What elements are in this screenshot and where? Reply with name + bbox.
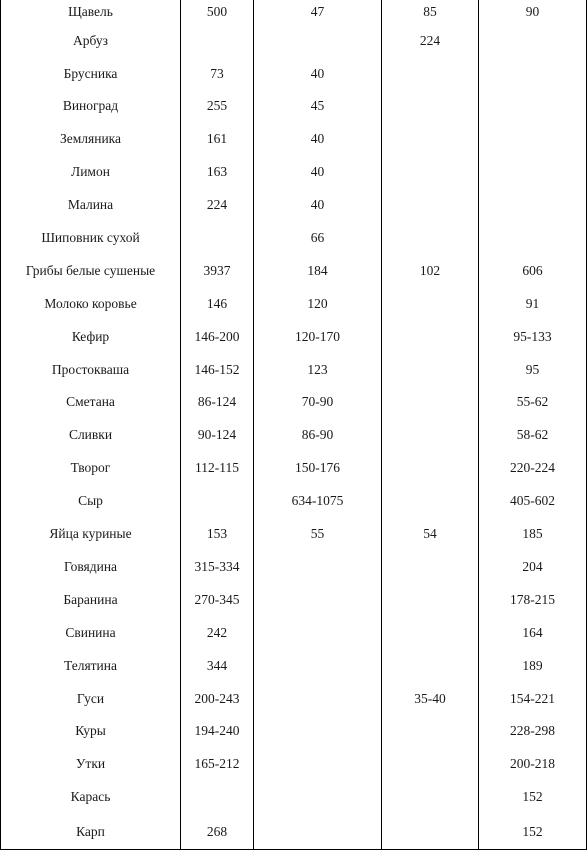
value-cell-col2: 634-1075 [254, 484, 382, 517]
value-cell-col3 [382, 484, 479, 517]
table-row [1, 780, 587, 813]
product-name-cell: Карп [1, 813, 181, 850]
value-cell-col4: 178-215 [479, 583, 587, 616]
value-cell-col1: 163 [181, 156, 254, 189]
product-name-cell: Свинина [1, 616, 181, 649]
value-cell-col3 [382, 90, 479, 123]
value-cell-col3 [382, 123, 479, 156]
value-cell-col1: 90-124 [181, 419, 254, 452]
value-cell-col4: 204 [479, 550, 587, 583]
value-cell-col4 [479, 90, 587, 123]
value-cell-col3 [382, 320, 479, 353]
table-row [1, 748, 587, 781]
value-cell-col3: 85 [382, 0, 479, 24]
value-cell-col4: 228-298 [479, 715, 587, 748]
table-row [1, 188, 587, 221]
table-row [1, 287, 587, 320]
value-cell-col4 [479, 156, 587, 189]
value-cell-col3 [382, 616, 479, 649]
value-cell-col2: 40 [254, 57, 382, 90]
value-cell-col4: 164 [479, 616, 587, 649]
table-row [1, 517, 587, 550]
value-cell-col4: 152 [479, 813, 587, 850]
table-row [1, 254, 587, 287]
table-row [1, 57, 587, 90]
value-cell-col3 [382, 419, 479, 452]
value-cell-col4: 91 [479, 287, 587, 320]
product-name-cell: Утки [1, 748, 181, 781]
value-cell-col2: 150-176 [254, 452, 382, 485]
value-cell-col4: 55-62 [479, 386, 587, 419]
value-cell-col1: 255 [181, 90, 254, 123]
value-cell-col4 [479, 57, 587, 90]
value-cell-col4 [479, 188, 587, 221]
product-name-cell: Молоко коровье [1, 287, 181, 320]
value-cell-col4: 189 [479, 649, 587, 682]
table-row [1, 715, 587, 748]
product-name-cell: Земляника [1, 123, 181, 156]
value-cell-col4: 606 [479, 254, 587, 287]
table-row [1, 813, 587, 850]
value-cell-col3: 35-40 [382, 682, 479, 715]
value-cell-col3 [382, 57, 479, 90]
value-cell-col4: 154-221 [479, 682, 587, 715]
table-row [1, 682, 587, 715]
value-cell-col3 [382, 649, 479, 682]
value-cell-col2 [254, 583, 382, 616]
product-name-cell: Телятина [1, 649, 181, 682]
product-name-cell: Грибы белые сушеные [1, 254, 181, 287]
value-cell-col1: 153 [181, 517, 254, 550]
value-cell-col1: 194-240 [181, 715, 254, 748]
product-name-cell: Шиповник сухой [1, 221, 181, 254]
value-cell-col3 [382, 156, 479, 189]
value-cell-col1 [181, 484, 254, 517]
value-cell-col2 [254, 24, 382, 57]
product-name-cell: Сметана [1, 386, 181, 419]
value-cell-col1: 200-243 [181, 682, 254, 715]
table-row [1, 649, 587, 682]
value-cell-col2: 47 [254, 0, 382, 24]
value-cell-col4: 58-62 [479, 419, 587, 452]
value-cell-col4: 405-602 [479, 484, 587, 517]
table-row [1, 123, 587, 156]
product-name-cell: Брусника [1, 57, 181, 90]
product-name-cell: Яйца куриные [1, 517, 181, 550]
product-name-cell: Кефир [1, 320, 181, 353]
value-cell-col1: 146-200 [181, 320, 254, 353]
table-row [1, 156, 587, 189]
value-cell-col2: 45 [254, 90, 382, 123]
table-row [1, 320, 587, 353]
table-row [1, 0, 587, 24]
value-cell-col1: 344 [181, 649, 254, 682]
table-row [1, 616, 587, 649]
value-cell-col1: 242 [181, 616, 254, 649]
value-cell-col4: 90 [479, 0, 587, 24]
product-name-cell: Гуси [1, 682, 181, 715]
value-cell-col2 [254, 550, 382, 583]
value-cell-col4: 95 [479, 353, 587, 386]
value-cell-col2: 120 [254, 287, 382, 320]
product-name-cell: Малина [1, 188, 181, 221]
product-name-cell: Щавель [1, 0, 181, 24]
value-cell-col2 [254, 682, 382, 715]
value-cell-col2 [254, 748, 382, 781]
product-name-cell: Баранина [1, 583, 181, 616]
value-cell-col3 [382, 287, 479, 320]
table-body [1, 0, 587, 850]
value-cell-col1: 500 [181, 0, 254, 24]
value-cell-col3 [382, 353, 479, 386]
value-cell-col4 [479, 221, 587, 254]
value-cell-col1: 73 [181, 57, 254, 90]
value-cell-col1: 165-212 [181, 748, 254, 781]
value-cell-col3 [382, 715, 479, 748]
product-name-cell: Творог [1, 452, 181, 485]
value-cell-col2 [254, 649, 382, 682]
value-cell-col3 [382, 748, 479, 781]
value-cell-col2: 184 [254, 254, 382, 287]
value-cell-col1: 270-345 [181, 583, 254, 616]
value-cell-col3 [382, 386, 479, 419]
table-row [1, 90, 587, 123]
table-row [1, 24, 587, 57]
table-row [1, 419, 587, 452]
product-name-cell: Лимон [1, 156, 181, 189]
product-name-cell: Сливки [1, 419, 181, 452]
value-cell-col1: 3937 [181, 254, 254, 287]
value-cell-col2: 123 [254, 353, 382, 386]
value-cell-col2: 55 [254, 517, 382, 550]
product-name-cell: Говядина [1, 550, 181, 583]
table-row [1, 583, 587, 616]
value-cell-col3 [382, 550, 479, 583]
value-cell-col2 [254, 715, 382, 748]
value-cell-col4: 220-224 [479, 452, 587, 485]
value-cell-col2 [254, 780, 382, 813]
value-cell-col2: 66 [254, 221, 382, 254]
product-name-cell: Арбуз [1, 24, 181, 57]
value-cell-col1: 112-115 [181, 452, 254, 485]
value-cell-col2: 40 [254, 156, 382, 189]
value-cell-col4: 200-218 [479, 748, 587, 781]
table-row [1, 452, 587, 485]
value-cell-col2: 40 [254, 188, 382, 221]
value-cell-col3 [382, 188, 479, 221]
product-name-cell: Карась [1, 780, 181, 813]
value-cell-col3 [382, 452, 479, 485]
value-cell-col1 [181, 24, 254, 57]
value-cell-col2: 86-90 [254, 419, 382, 452]
value-cell-col4: 185 [479, 517, 587, 550]
value-cell-col1 [181, 221, 254, 254]
value-cell-col3 [382, 813, 479, 850]
value-cell-col4: 152 [479, 780, 587, 813]
value-cell-col3: 224 [382, 24, 479, 57]
value-cell-col1: 146-152 [181, 353, 254, 386]
value-cell-col3 [382, 780, 479, 813]
value-cell-col1: 224 [181, 188, 254, 221]
table-row [1, 386, 587, 419]
product-name-cell: Сыр [1, 484, 181, 517]
value-cell-col2: 120-170 [254, 320, 382, 353]
value-cell-col3: 54 [382, 517, 479, 550]
value-cell-col3 [382, 221, 479, 254]
value-cell-col2: 40 [254, 123, 382, 156]
table-row [1, 550, 587, 583]
value-cell-col4 [479, 123, 587, 156]
value-cell-col1: 161 [181, 123, 254, 156]
value-cell-col3: 102 [382, 254, 479, 287]
value-cell-col2 [254, 813, 382, 850]
value-cell-col4: 95-133 [479, 320, 587, 353]
product-name-cell: Простокваша [1, 353, 181, 386]
product-name-cell: Виноград [1, 90, 181, 123]
value-cell-col1: 268 [181, 813, 254, 850]
value-cell-col4 [479, 24, 587, 57]
value-cell-col2 [254, 616, 382, 649]
value-cell-col1: 86-124 [181, 386, 254, 419]
value-cell-col2: 70-90 [254, 386, 382, 419]
table-row [1, 484, 587, 517]
table-row [1, 353, 587, 386]
value-cell-col1: 315-334 [181, 550, 254, 583]
value-cell-col1: 146 [181, 287, 254, 320]
value-cell-col3 [382, 583, 479, 616]
table-row [1, 221, 587, 254]
product-name-cell: Куры [1, 715, 181, 748]
value-cell-col1 [181, 780, 254, 813]
